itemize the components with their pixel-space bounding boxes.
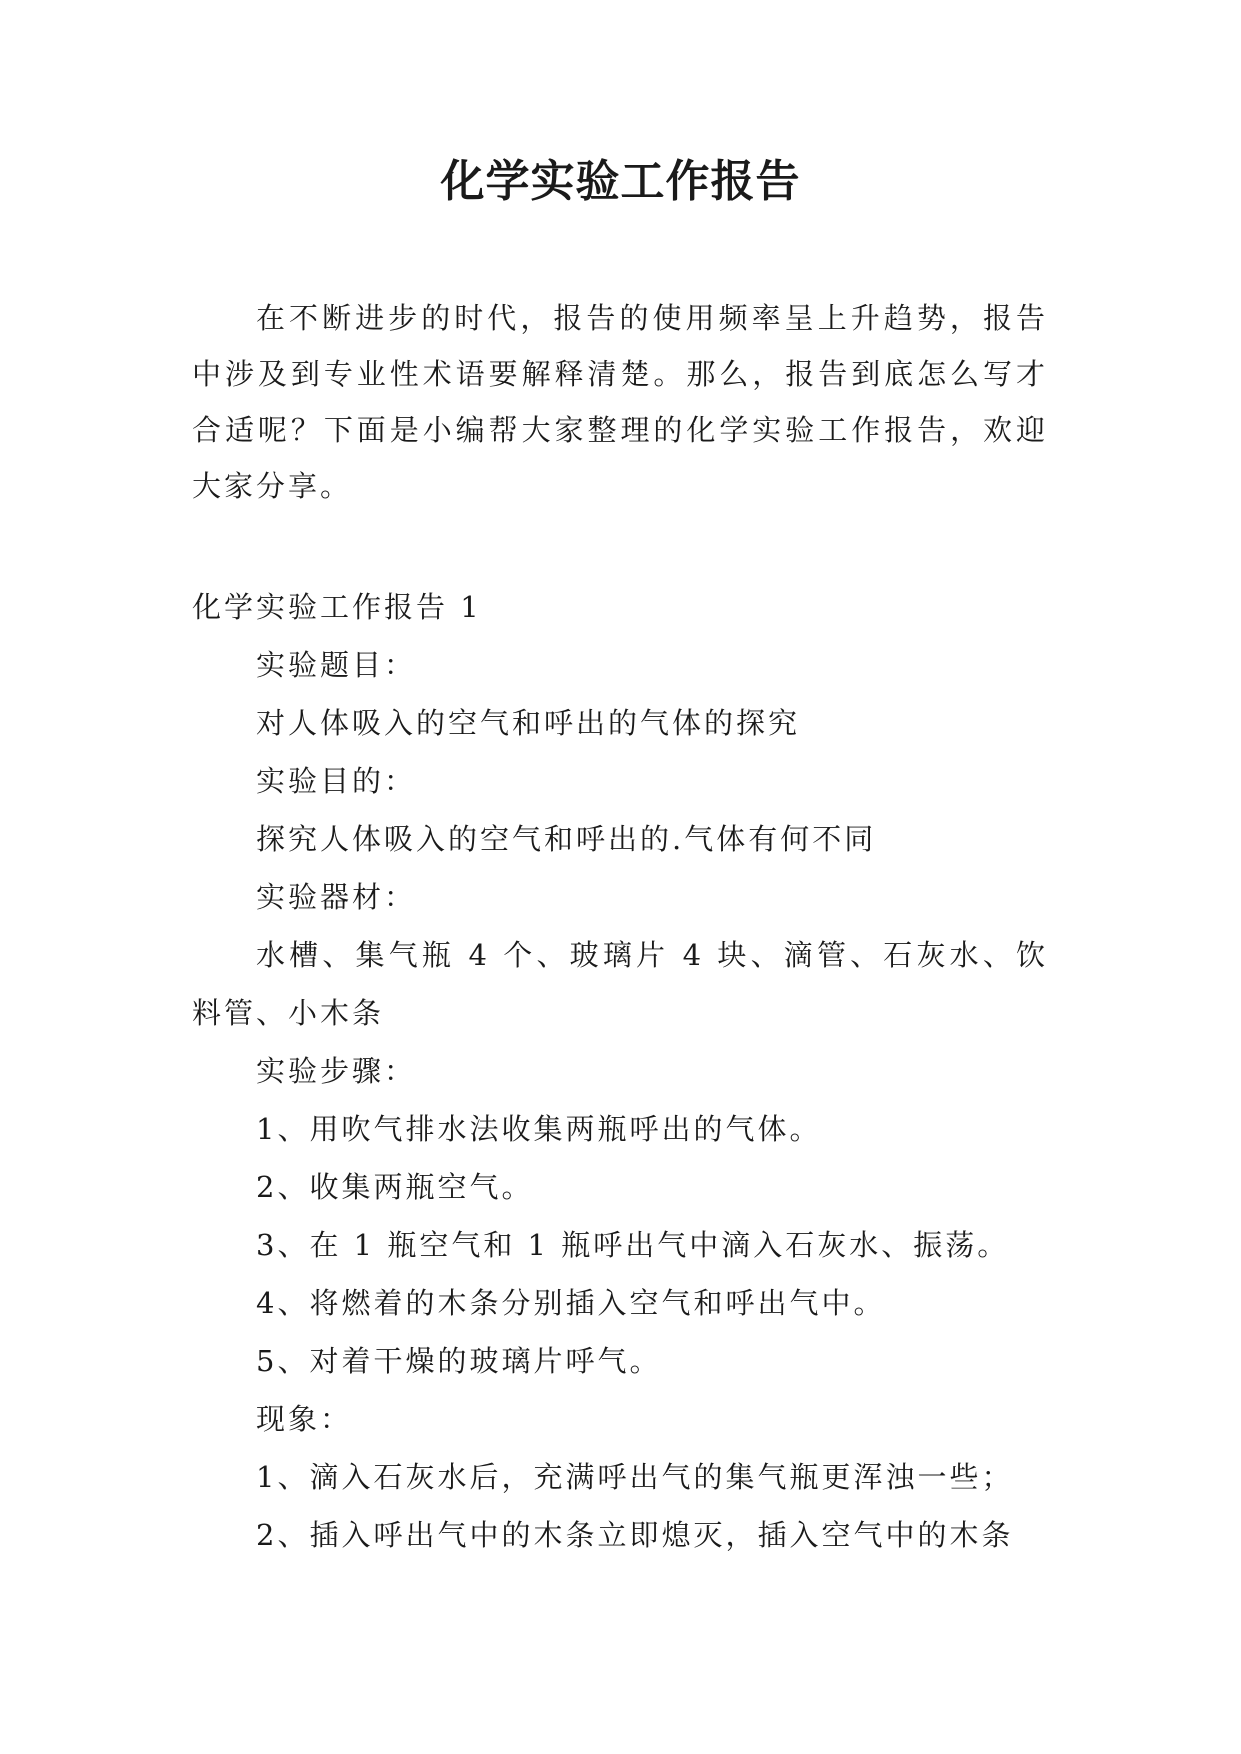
- phenomena-label: 现象：: [256, 1402, 353, 1436]
- subject-text: 对人体吸入的空气和呼出的气体的探究: [256, 706, 801, 740]
- step-item: 2、收集两瓶空气。: [256, 1170, 534, 1204]
- equipment-label: 实验器材：: [256, 880, 417, 914]
- phenomenon-item: 2、插入呼出气中的木条立即熄灭，插入空气中的木条: [256, 1518, 1014, 1552]
- phenomenon-item: 1、滴入石灰水后，充满呼出气的集气瓶更浑浊一些；: [256, 1460, 1014, 1494]
- step-item: 5、对着干燥的玻璃片呼气。: [256, 1344, 662, 1378]
- step-item: 4、将燃着的木条分别插入空气和呼出气中。: [256, 1286, 886, 1320]
- step-item: 1、用吹气排水法收集两瓶呼出的气体。: [256, 1112, 822, 1146]
- report-section-1: [192, 578, 1048, 1564]
- steps-label: 实验步骤：: [256, 1054, 417, 1088]
- document-title: 化学实验工作报告: [440, 156, 801, 207]
- purpose-label: 实验目的：: [256, 764, 417, 798]
- subject-label: 实验题目：: [256, 648, 417, 682]
- intro-paragraph: 在不断进步的时代，报告的使用频率呈上升趋势，报告中涉及到专业性术语要解释清楚。那么，报告到底怎么写才合适呢？下面是小编帮大家整理的化学实验工作报告，欢迎大家分享。: [192, 301, 1048, 503]
- step-item: 3、在 1 瓶空气和 1 瓶呼出气中滴入石灰水、振荡。: [256, 1228, 1010, 1262]
- equipment-text: 水槽、集气瓶 4 个、玻璃片 4 块、滴管、石灰水、饮料管、小木条: [192, 938, 1048, 1030]
- purpose-text: 探究人体吸入的空气和呼出的.气体有何不同: [256, 822, 877, 856]
- section-heading: 化学实验工作报告 1: [192, 590, 482, 624]
